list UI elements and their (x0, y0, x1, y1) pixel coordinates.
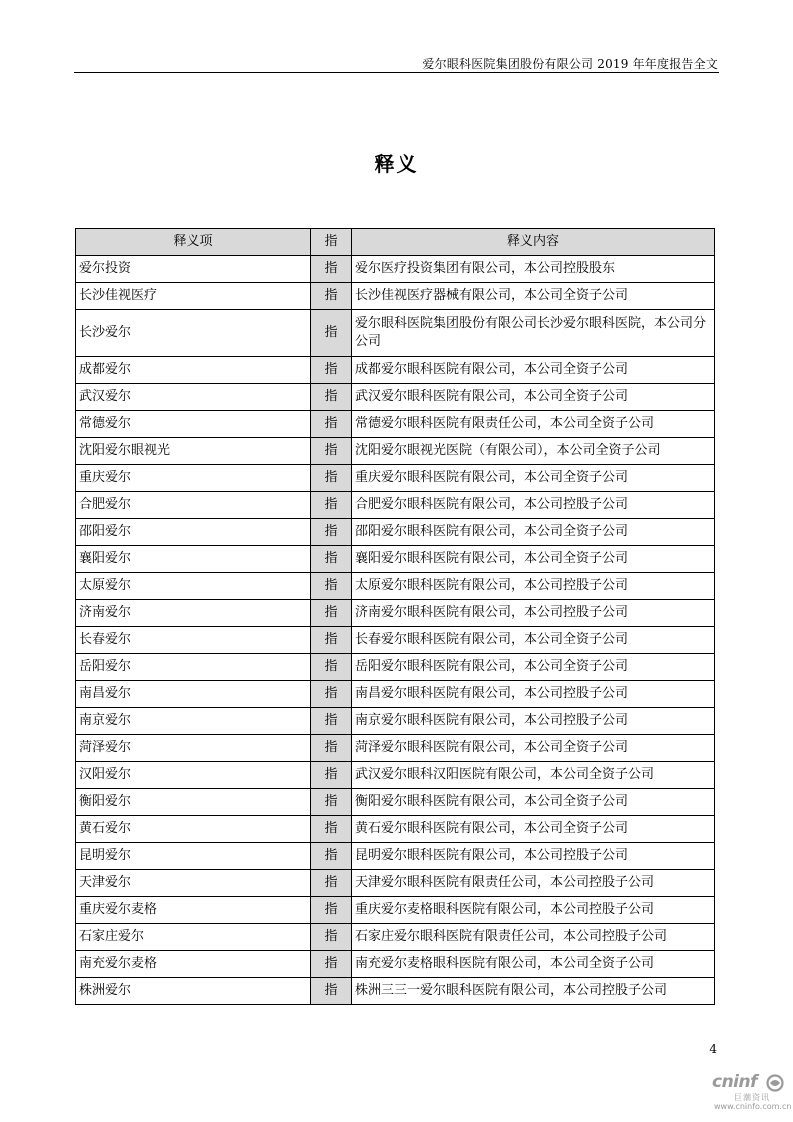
column-header-term: 释义项 (76, 229, 311, 256)
column-header-ref: 指 (311, 229, 352, 256)
definitions-table (75, 228, 715, 1005)
cell-definition: 武汉爱尔眼科医院有限公司，本公司全资子公司 (352, 384, 715, 411)
cell-term: 常德爱尔 (76, 411, 311, 438)
cell-definition: 常德爱尔眼科医院有限责任公司，本公司全资子公司 (352, 411, 715, 438)
cell-ref: 指 (311, 600, 352, 627)
cell-ref: 指 (311, 843, 352, 870)
cell-ref: 指 (311, 465, 352, 492)
cell-ref: 指 (311, 627, 352, 654)
cell-ref: 指 (311, 897, 352, 924)
cell-definition: 衡阳爱尔眼科医院有限公司，本公司全资子公司 (352, 789, 715, 816)
table-row (76, 573, 715, 600)
definitions-table-body (76, 256, 715, 1005)
logo-url-text: www.cninfo.com.cn (714, 1102, 792, 1111)
cell-ref: 指 (311, 951, 352, 978)
cell-term: 爱尔投资 (76, 256, 311, 283)
cell-ref: 指 (311, 310, 352, 357)
table-row (76, 816, 715, 843)
cell-definition: 太原爱尔眼科医院有限公司，本公司控股子公司 (352, 573, 715, 600)
table-row (76, 438, 715, 465)
cell-term: 长春爱尔 (76, 627, 311, 654)
column-header-definition: 释义内容 (352, 229, 715, 256)
table-row (76, 735, 715, 762)
logo-chinese-text: 巨潮资讯 (734, 1093, 770, 1102)
cell-ref: 指 (311, 357, 352, 384)
cell-term: 菏泽爱尔 (76, 735, 311, 762)
cell-definition: 黄石爱尔眼科医院有限公司，本公司全资子公司 (352, 816, 715, 843)
cell-ref: 指 (311, 762, 352, 789)
cell-ref: 指 (311, 256, 352, 283)
table-row (76, 283, 715, 310)
table-row (76, 310, 715, 357)
cell-definition: 重庆爱尔麦格眼科医院有限公司，本公司控股子公司 (352, 897, 715, 924)
cell-term: 株洲爱尔 (76, 978, 311, 1005)
cell-ref: 指 (311, 681, 352, 708)
cell-definition: 南充爱尔麦格眼科医院有限公司，本公司全资子公司 (352, 951, 715, 978)
cell-definition: 合肥爱尔眼科医院有限公司，本公司控股子公司 (352, 492, 715, 519)
section-title: 释义 (374, 152, 419, 176)
cell-definition: 长春爱尔眼科医院有限公司，本公司全资子公司 (352, 627, 715, 654)
table-row (76, 519, 715, 546)
table-row (76, 762, 715, 789)
cell-ref: 指 (311, 708, 352, 735)
cell-definition: 襄阳爱尔眼科医院有限公司，本公司全资子公司 (352, 546, 715, 573)
page-number: 4 (709, 1042, 717, 1056)
cell-term: 沈阳爱尔眼视光 (76, 438, 311, 465)
table-row (76, 492, 715, 519)
cell-definition: 济南爱尔眼科医院有限公司，本公司控股子公司 (352, 600, 715, 627)
cell-term: 岳阳爱尔 (76, 654, 311, 681)
cell-ref: 指 (311, 924, 352, 951)
cell-term: 邵阳爱尔 (76, 519, 311, 546)
table-row (76, 897, 715, 924)
table-row (76, 978, 715, 1005)
cell-term: 南京爱尔 (76, 708, 311, 735)
cell-ref: 指 (311, 735, 352, 762)
cell-term: 南充爱尔麦格 (76, 951, 311, 978)
cell-definition: 沈阳爱尔眼视光医院（有限公司），本公司全资子公司 (352, 438, 715, 465)
table-row (76, 654, 715, 681)
cell-term: 襄阳爱尔 (76, 546, 311, 573)
cninfo-watermark-logo (712, 1072, 792, 1114)
cell-ref: 指 (311, 492, 352, 519)
cell-definition: 重庆爱尔眼科医院有限公司，本公司全资子公司 (352, 465, 715, 492)
cell-ref: 指 (311, 546, 352, 573)
table-row (76, 357, 715, 384)
cell-term: 太原爱尔 (76, 573, 311, 600)
cell-term: 汉阳爱尔 (76, 762, 311, 789)
cell-term: 衡阳爱尔 (76, 789, 311, 816)
table-row (76, 627, 715, 654)
header-divider (74, 72, 719, 73)
cell-ref: 指 (311, 978, 352, 1005)
cell-definition: 株洲三三一爱尔眼科医院有限公司，本公司控股子公司 (352, 978, 715, 1005)
cell-definition: 成都爱尔眼科医院有限公司，本公司全资子公司 (352, 357, 715, 384)
logo-brand-text: cninf (712, 1072, 758, 1092)
table-row (76, 411, 715, 438)
cell-ref: 指 (311, 573, 352, 600)
cell-term: 昆明爱尔 (76, 843, 311, 870)
table-row (76, 843, 715, 870)
table-row (76, 600, 715, 627)
cell-term: 石家庄爱尔 (76, 924, 311, 951)
cell-ref: 指 (311, 384, 352, 411)
cell-definition: 武汉爱尔眼科汉阳医院有限公司，本公司全资子公司 (352, 762, 715, 789)
table-row (76, 951, 715, 978)
table-row (76, 870, 715, 897)
cell-definition: 天津爱尔眼科医院有限责任公司，本公司控股子公司 (352, 870, 715, 897)
table-row (76, 546, 715, 573)
cell-ref: 指 (311, 519, 352, 546)
cell-ref: 指 (311, 283, 352, 310)
cell-term: 济南爱尔 (76, 600, 311, 627)
cell-definition: 长沙佳视医疗器械有限公司，本公司全资子公司 (352, 283, 715, 310)
table-row (76, 384, 715, 411)
cell-term: 合肥爱尔 (76, 492, 311, 519)
table-row (76, 465, 715, 492)
cell-term: 长沙爱尔 (76, 310, 311, 357)
table-row (76, 256, 715, 283)
table-row (76, 789, 715, 816)
report-header-title: 爱尔眼科医院集团股份有限公司 2019 年年度报告全文 (422, 57, 718, 71)
cell-definition: 菏泽爱尔眼科医院有限公司，本公司全资子公司 (352, 735, 715, 762)
cell-ref: 指 (311, 654, 352, 681)
cell-definition: 南京爱尔眼科医院有限公司，本公司控股子公司 (352, 708, 715, 735)
cell-term: 天津爱尔 (76, 870, 311, 897)
cell-term: 长沙佳视医疗 (76, 283, 311, 310)
cell-term: 重庆爱尔麦格 (76, 897, 311, 924)
cell-definition: 爱尔医疗投资集团有限公司，本公司控股股东 (352, 256, 715, 283)
cell-term: 南昌爱尔 (76, 681, 311, 708)
table-row (76, 708, 715, 735)
cell-ref: 指 (311, 870, 352, 897)
cell-definition: 爱尔眼科医院集团股份有限公司长沙爱尔眼科医院，本公司分公司 (352, 310, 715, 357)
cell-ref: 指 (311, 789, 352, 816)
cell-term: 武汉爱尔 (76, 384, 311, 411)
cell-definition: 昆明爱尔眼科医院有限公司，本公司控股子公司 (352, 843, 715, 870)
cell-ref: 指 (311, 816, 352, 843)
cell-definition: 岳阳爱尔眼科医院有限公司，本公司全资子公司 (352, 654, 715, 681)
cell-term: 黄石爱尔 (76, 816, 311, 843)
cell-term: 成都爱尔 (76, 357, 311, 384)
table-header-row (76, 229, 715, 256)
cell-term: 重庆爱尔 (76, 465, 311, 492)
cninfo-swirl-icon (766, 1074, 784, 1092)
cell-ref: 指 (311, 411, 352, 438)
cell-definition: 石家庄爱尔眼科医院有限责任公司，本公司控股子公司 (352, 924, 715, 951)
table-row (76, 681, 715, 708)
cell-definition: 南昌爱尔眼科医院有限公司，本公司控股子公司 (352, 681, 715, 708)
table-row (76, 924, 715, 951)
cell-ref: 指 (311, 438, 352, 465)
cell-definition: 邵阳爱尔眼科医院有限公司，本公司全资子公司 (352, 519, 715, 546)
